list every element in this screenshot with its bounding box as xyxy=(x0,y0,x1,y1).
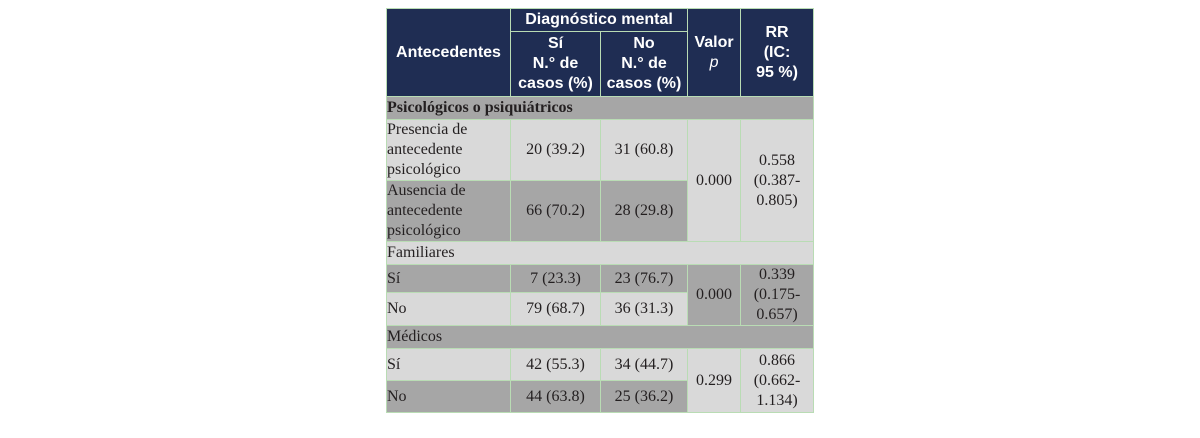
cell-si: 44 (63.8) xyxy=(511,381,601,413)
label-line: Ausencia de xyxy=(387,182,466,199)
cell-rr xyxy=(741,349,814,413)
header-no-casos xyxy=(601,32,688,97)
row-label-si: Sí xyxy=(387,349,511,381)
cell-no: 31 (60.8) xyxy=(601,120,688,181)
cell-no: 36 (31.3) xyxy=(601,293,688,326)
cell-si: 66 (70.2) xyxy=(511,181,601,242)
section-title-psicologicos: Psicológicos o psiquiátricos xyxy=(387,97,814,120)
section-title-familiares: Familiares xyxy=(387,242,814,265)
header-rr-line1: RR xyxy=(765,23,789,41)
row-label-si: Sí xyxy=(387,265,511,293)
rr-line: 0.339 xyxy=(759,266,796,283)
label-line: psicológico xyxy=(387,161,461,178)
cell-valor-p: 0.000 xyxy=(688,120,741,242)
header-diagnostico-mental: Diagnóstico mental xyxy=(511,9,688,32)
header-rr xyxy=(741,9,814,97)
cell-si: 79 (68.7) xyxy=(511,293,601,326)
rr-line: (0.662- xyxy=(753,371,801,389)
header-no-line1: No xyxy=(633,35,655,52)
cell-no: 23 (76.7) xyxy=(601,265,688,293)
cell-si: 20 (39.2) xyxy=(511,120,601,181)
rr-line: 0.805) xyxy=(756,191,798,209)
header-rr-line2: (IC: xyxy=(763,43,791,61)
cell-valor-p: 0.000 xyxy=(688,265,741,326)
header-si-casos xyxy=(511,32,601,97)
row-label-no: No xyxy=(387,381,511,413)
rr-line: 0.866 xyxy=(759,351,796,369)
header-si-line2: N.° de xyxy=(532,55,579,72)
cell-no: 28 (29.8) xyxy=(601,181,688,242)
results-table xyxy=(386,8,814,413)
cell-si: 7 (23.3) xyxy=(511,265,601,293)
rr-line: (0.387- xyxy=(753,171,801,189)
header-si-line3: casos (%) xyxy=(518,75,593,92)
cell-rr xyxy=(741,265,814,326)
header-p-label: p xyxy=(709,53,719,71)
label-line: antecedente xyxy=(387,141,463,158)
section-title-medicos: Médicos xyxy=(387,326,814,349)
cell-no: 25 (36.2) xyxy=(601,381,688,413)
cell-no: 34 (44.7) xyxy=(601,349,688,381)
header-si-line1: Sí xyxy=(547,35,564,52)
label-line: antecedente xyxy=(387,202,463,219)
rr-line: 1.134) xyxy=(756,391,798,409)
cell-valor-p: 0.299 xyxy=(688,349,741,413)
header-no-line2: N.° de xyxy=(621,55,667,72)
label-line: Presencia de xyxy=(387,121,468,138)
cell-si: 42 (55.3) xyxy=(511,349,601,381)
rr-line: 0.657) xyxy=(756,306,798,323)
cell-rr xyxy=(741,120,814,242)
row-label-no: No xyxy=(387,293,511,326)
header-valor-label: Valor xyxy=(694,33,734,51)
row-label-ausencia xyxy=(387,181,511,242)
header-rr-line3: 95 %) xyxy=(756,63,798,81)
row-label-presencia xyxy=(387,120,511,181)
header-valor-p xyxy=(688,9,741,97)
rr-line: 0.558 xyxy=(759,151,796,169)
rr-line: (0.175- xyxy=(753,286,801,303)
header-no-line3: casos (%) xyxy=(606,75,682,92)
label-line: psicológico xyxy=(387,222,461,239)
header-antecedentes: Antecedentes xyxy=(387,9,511,97)
